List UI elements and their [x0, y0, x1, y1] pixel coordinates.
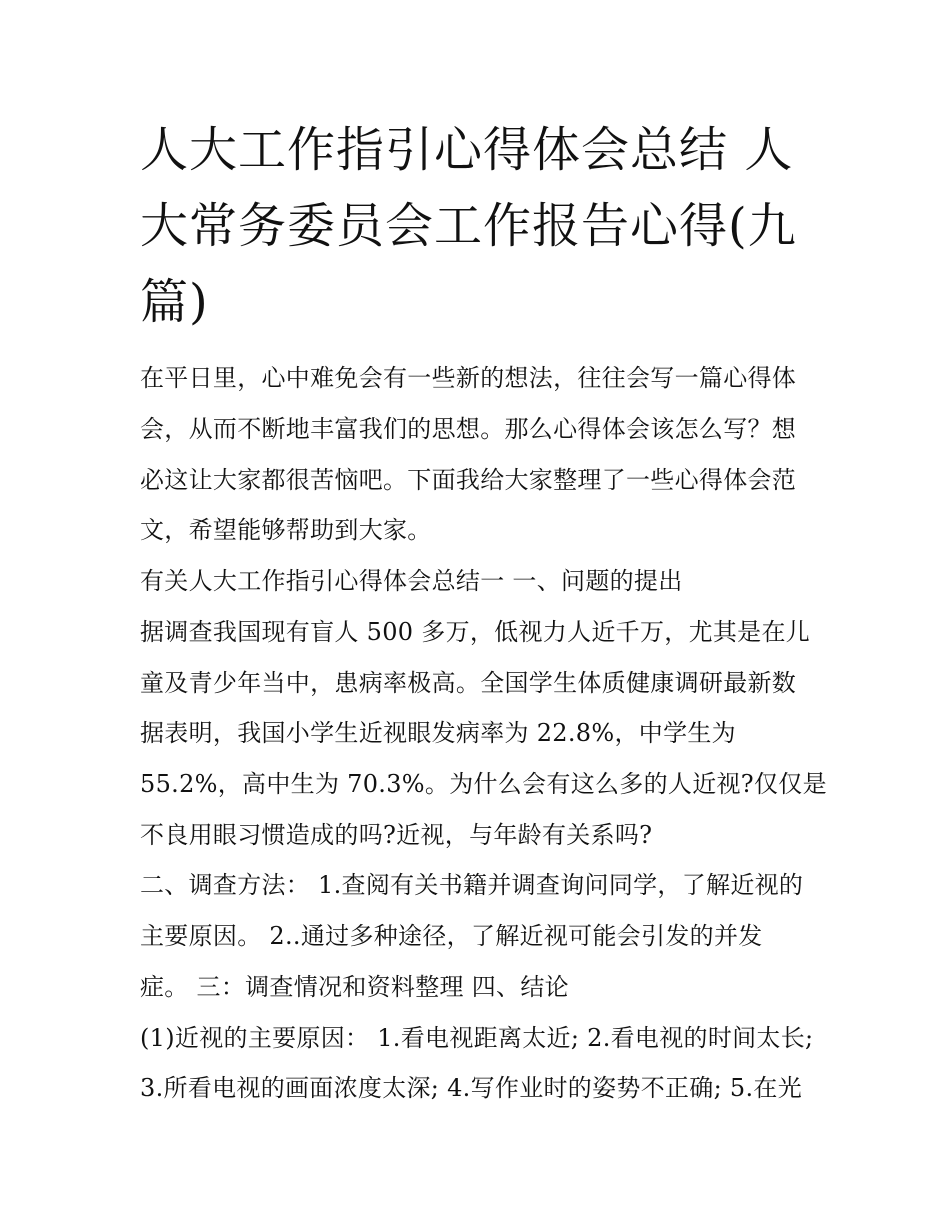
- body-line-2: 会，从而不断地丰富我们的思想。那么心得体会该怎么写？想: [140, 415, 797, 443]
- document-title: [140, 112, 820, 340]
- body-line-7: 童及青少年当中，患病率极高。全国学生体质健康调研最新数: [140, 669, 797, 697]
- body-line-12: 主要原因。 2..通过多种途径，了解近视可能会引发的并发: [140, 922, 763, 950]
- body-line-13: 症。 三：调查情况和资料整理 四、结论: [140, 973, 569, 1001]
- section-heading-1: 有关人大工作指引心得体会总结一 一、问题的提出: [140, 567, 683, 595]
- document-page: [140, 0, 827, 1229]
- body-line-11: 二、调查方法： 1.查阅有关书籍并调查询问同学，了解近视的: [140, 871, 804, 899]
- body-line-6: 据调查我国现有盲人 500 多万，低视力人近千万，尤其是在儿: [140, 618, 811, 646]
- body-line-9: 55.2%，高中生为 70.3%。为什么会有这么多的人近视?仅仅是: [140, 770, 827, 798]
- body-line-8: 据表明，我国小学生近视眼发病率为 22.8%，中学生为: [140, 719, 736, 747]
- body-line-14: (1)近视的主要原因： 1.看电视距离太近; 2.看电视的时间太长;: [140, 1024, 814, 1052]
- body-line-4: 文，希望能够帮助到大家。: [140, 516, 432, 544]
- body-line-10: 不良用眼习惯造成的吗?近视，与年龄有关系吗?: [140, 821, 653, 849]
- title-line-3: 篇): [140, 274, 209, 330]
- body-line-3: 必这让大家都很苦恼吧。下面我给大家整理了一些心得体会范: [140, 466, 797, 494]
- body-line-1: 在平日里，心中难免会有一些新的想法，往往会写一篇心得体: [140, 364, 797, 392]
- body-line-15: 3.所看电视的画面浓度太深; 4.写作业时的姿势不正确; 5.在光: [140, 1074, 803, 1102]
- title-line-1: 人大工作指引心得体会总结 人: [140, 122, 794, 178]
- title-line-2: 大常务委员会工作报告心得(九: [140, 198, 797, 254]
